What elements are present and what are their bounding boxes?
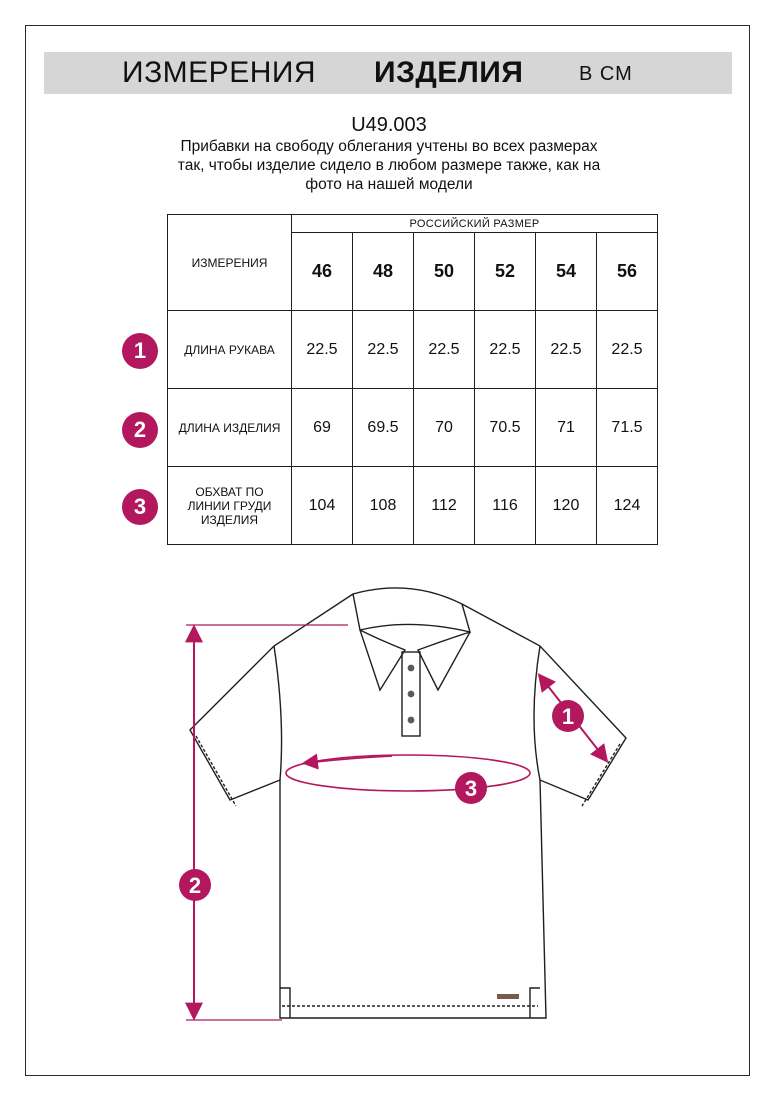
size-56: 56 [597,233,658,311]
measurements-header: ИЗМЕРЕНИЯ [168,215,292,311]
size-50: 50 [414,233,475,311]
table-cell: 70 [414,389,475,467]
table-cell: 104 [292,467,353,545]
row-number-badge-1: 1 [122,333,158,369]
table-cell: 22.5 [414,311,475,389]
size-system-caption: РОССИЙСКИЙ РАЗМЕР [292,215,658,233]
table-cell: 71.5 [597,389,658,467]
side-vent-right [530,988,540,1018]
article-code: U49.003 [351,114,427,136]
size-52: 52 [475,233,536,311]
row-label-garment-length: ДЛИНА ИЗДЕЛИЯ [168,389,292,467]
collar-left [360,630,405,690]
header-title-garment: ИЗДЕЛИЯ [374,56,524,89]
header-title-measurements: ИЗМЕРЕНИЯ [122,56,317,89]
header-units: В СМ [579,63,633,85]
table-cell: 124 [597,467,658,545]
table-cell: 112 [414,467,475,545]
size-48: 48 [353,233,414,311]
table-cell: 22.5 [353,311,414,389]
table-cell: 22.5 [292,311,353,389]
row-label-line: ИЗДЕЛИЯ [200,512,259,527]
marker-2: 2 [188,873,202,898]
table-cell: 71 [536,389,597,467]
measurement-guides [186,625,606,1020]
row-number-badge-2: 2 [122,412,158,448]
table-cell: 69 [292,389,353,467]
shirt-outline [190,588,626,1018]
hem-label-tab [497,994,519,999]
collar-back [353,588,470,632]
table-cell: 108 [353,467,414,545]
table-cell: 22.5 [597,311,658,389]
fit-note-line: так, чтобы изделие сидело в любом размере также, как на [177,157,601,174]
sleeve-right-seam [534,646,540,780]
sleeve-left-cuff [196,736,236,806]
shirt-body [190,594,626,1018]
size-46: 46 [292,233,353,311]
size-54: 54 [536,233,597,311]
sleeve-left-seam [274,646,282,780]
table-cell: 69.5 [353,389,414,467]
row-label-line: ОБХВАТ ПО [195,484,264,499]
table-cell: 116 [475,467,536,545]
row-label-sleeve-length: ДЛИНА РУКАВА [168,311,292,389]
button-icon [408,691,415,698]
button-icon [408,665,415,672]
table-cell: 22.5 [475,311,536,389]
table-cell: 70.5 [475,389,536,467]
marker-1: 1 [561,704,575,729]
row-label-line: ЛИНИИ ГРУДИ [187,498,272,513]
row-number-badge-3: 3 [122,489,158,525]
diagram-markers [179,700,584,901]
table-cell: 22.5 [536,311,597,389]
placket-buttons [408,665,415,724]
button-icon [408,717,415,724]
fit-note-line: Прибавки на свободу облегания учтены во всех размерах [180,138,598,155]
fit-note-line: фото на нашей модели [305,176,473,193]
side-vent-left [280,988,290,1018]
table-cell: 120 [536,467,597,545]
collar-right [418,632,470,690]
marker-3: 3 [464,776,478,801]
